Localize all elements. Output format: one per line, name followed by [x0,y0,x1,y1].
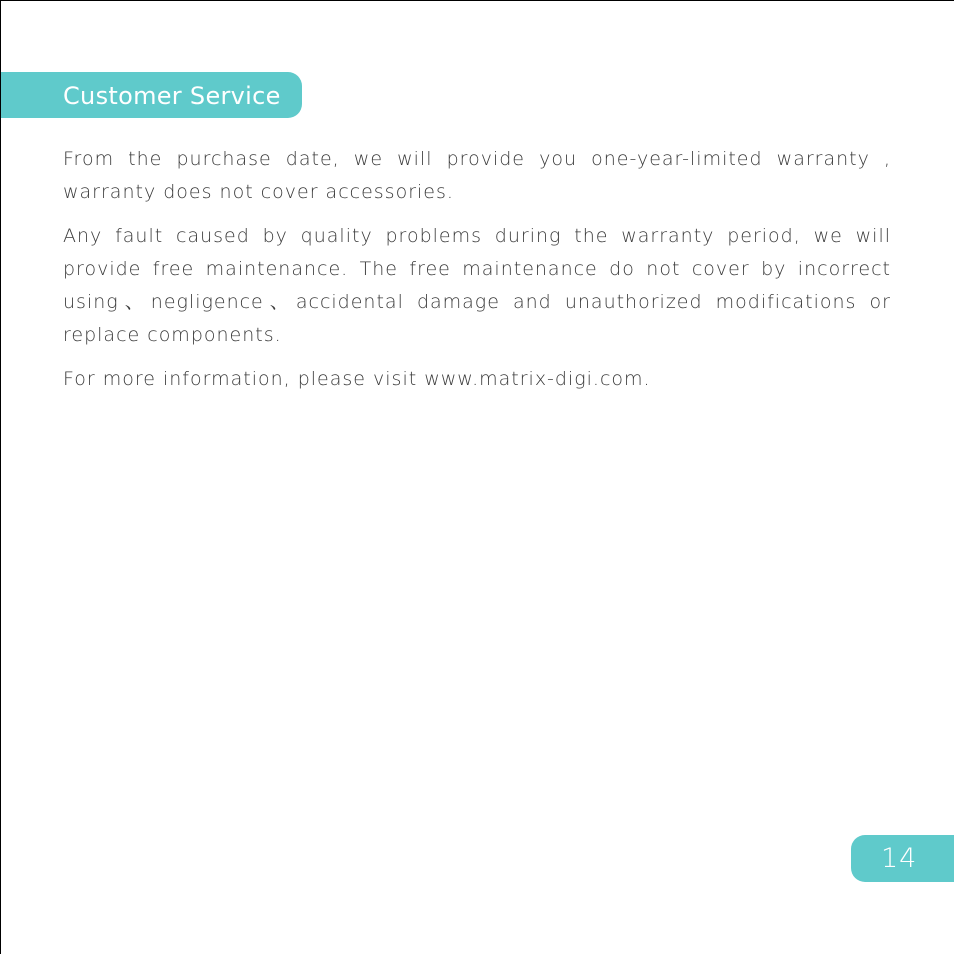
page-number: 14 [881,843,918,874]
section-header-tab [1,72,302,118]
page-number-tab [851,835,954,882]
free-maintenance-paragraph: Any fault caused by quality problems during the warranty period, we will provide free maintenance. The free maintenance do not cover by incorrect using、negligence、accidental damage and unauthorized modifications or replace components. [63,225,891,346]
more-information-paragraph: For more information, please visit www.matrix-digi.com. [63,368,651,390]
warranty-text [63,143,891,407]
section-title: Customer Service [63,82,281,110]
warranty-period-paragraph: From the purchase date, we will provide you one-year-limited warranty , warranty does not cover accessories. [63,148,891,203]
